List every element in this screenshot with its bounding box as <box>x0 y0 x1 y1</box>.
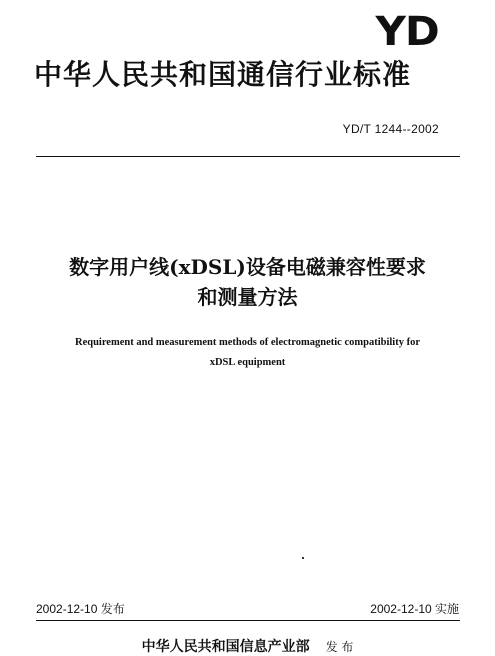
bottom-divider <box>36 620 460 621</box>
title-en-line-1: Requirement and measurement methods of electromagnetic compatibility for <box>75 337 420 348</box>
publisher-line <box>0 636 495 656</box>
publisher-verb: 发 布 <box>325 640 354 654</box>
publisher-name: 中华人民共和国信息产业部 <box>141 639 310 655</box>
standard-type-heading: 中华人民共和国通信行业标准 <box>34 58 412 91</box>
title-cn-line-1: 数字用户线(xDSL)设备电磁兼容性要求 <box>69 255 426 279</box>
implement-date: 2002-12-10 实施 <box>370 602 459 616</box>
document-title-cn <box>20 252 475 312</box>
title-en-line-2: xDSL equipment <box>209 357 286 368</box>
top-divider <box>36 156 460 157</box>
title-cn-line-2: 和测量方法 <box>197 285 298 309</box>
document-title-en <box>20 333 475 373</box>
publish-date: 2002-12-10 发布 <box>36 602 125 616</box>
yd-logo: YD <box>375 9 439 55</box>
scan-speck <box>302 557 304 559</box>
standard-code: YD/T 1244--2002 <box>342 122 439 136</box>
